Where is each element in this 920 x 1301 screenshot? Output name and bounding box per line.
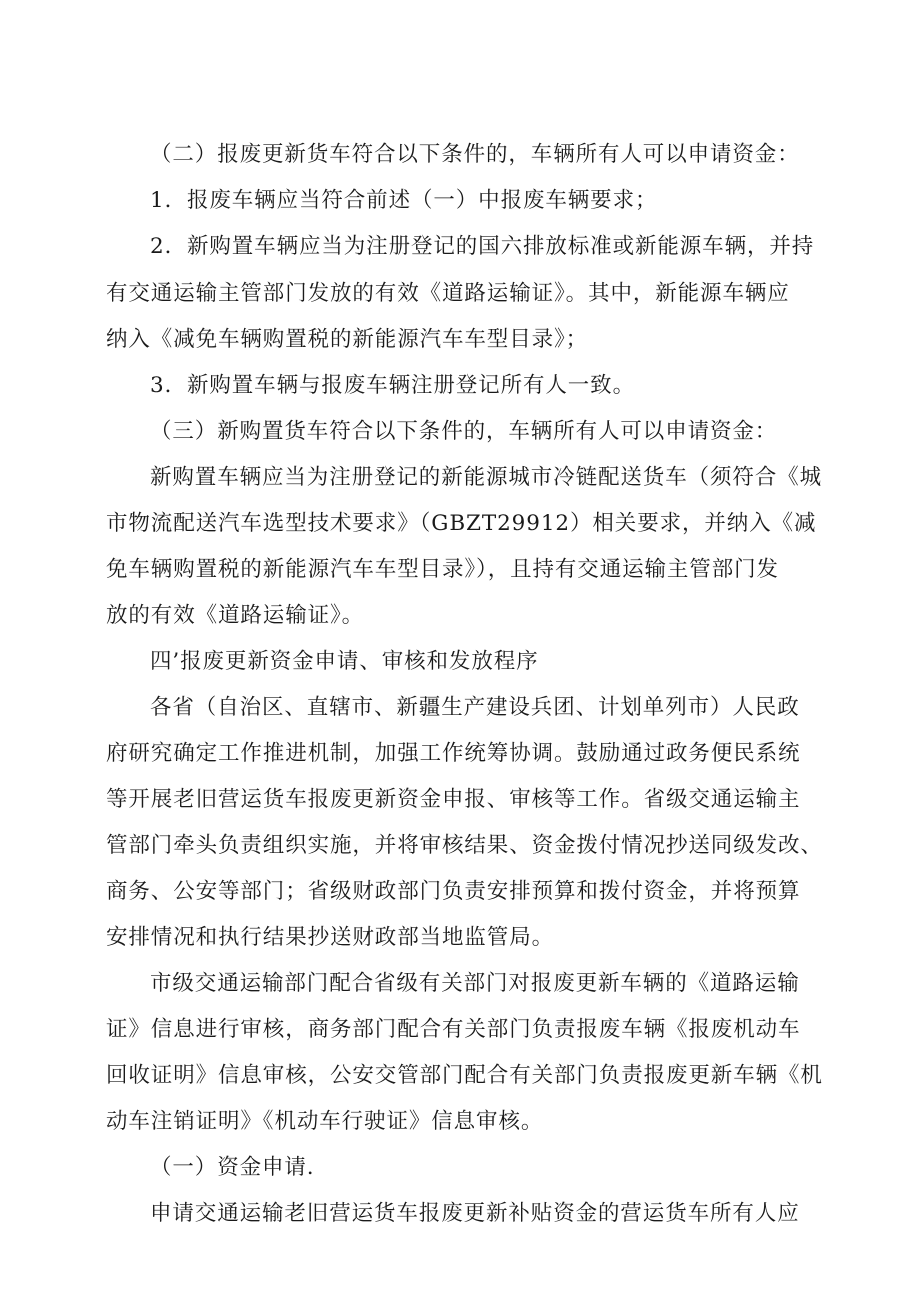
text-line: 动车注销证明》《机动车行驶证》信息审核。 <box>106 1109 544 1134</box>
text-line: 府研究确定工作推进机制，加强工作统筹协调。鼓励通过政务便民系统 <box>106 741 801 766</box>
text-line: 商务、公安等部门；省级财政部门负责安排预算和拨付资金，并将预算 <box>106 879 801 904</box>
text-line: 纳入《减免车辆购置税的新能源汽车车型目录》； <box>106 327 589 352</box>
text-line: 各省（自治区、直辖市、新疆生产建设兵团、计划单列市）人民政 <box>150 695 800 720</box>
text-line: 新购置车辆应当为注册登记的新能源城市冷链配送货车（须符合《城 <box>150 465 823 490</box>
text-line: 市物流配送汽车选型技术要求》（GBZT29912）相关要求，并纳入《减 <box>106 511 817 536</box>
text-line: 放的有效《道路运输证》。 <box>106 603 365 628</box>
text-line: 申请交通运输老旧营运货车报废更新补贴资金的营运货车所有人应 <box>150 1201 800 1226</box>
text-line: 3．新购置车辆与报废车辆注册登记所有人一致。 <box>150 373 635 398</box>
text-line: 回收证明》信息审核，公安交管部门配合有关部门负责报废更新车辆《机 <box>106 1063 823 1088</box>
text-line: （二）报废更新货车符合以下条件的，车辆所有人可以申请资金： <box>150 142 800 167</box>
text-line: 有交通运输主管部门发放的有效《道路运输证》。其中，新能源车辆应 <box>106 281 790 306</box>
subsection-heading: （一）资金申请. <box>150 1155 315 1180</box>
text-line: 免车辆购置税的新能源汽车车型目录》），且持有交通运输主管部门发 <box>106 557 779 582</box>
text-line: 2．新购置车辆应当为注册登记的国六排放标准或新能源车辆，并持 <box>150 234 815 259</box>
text-line: 1．报废车辆应当符合前述（一）中报废车辆要求； <box>150 188 658 213</box>
text-line: 市级交通运输部门配合省级有关部门对报废更新车辆的《道路运输 <box>150 971 800 996</box>
text-line: （三）新购置货车符合以下条件的，车辆所有人可以申请资金： <box>150 419 778 444</box>
text-line: 证》信息进行审核，商务部门配合有关部门负责报废车辆《报废机动车 <box>106 1017 801 1042</box>
text-line: 等开展老旧营运货车报废更新资金申报、审核等工作。省级交通运输主 <box>106 787 801 812</box>
section-heading: 四’报废更新资金申请、审核和发放程序 <box>150 649 539 674</box>
text-line: 管部门牵头负责组织实施，并将审核结果、资金拨付情况抄送同级发改、 <box>106 833 823 858</box>
text-line: 安排情况和执行结果抄送财政部当地监管局。 <box>106 925 555 950</box>
